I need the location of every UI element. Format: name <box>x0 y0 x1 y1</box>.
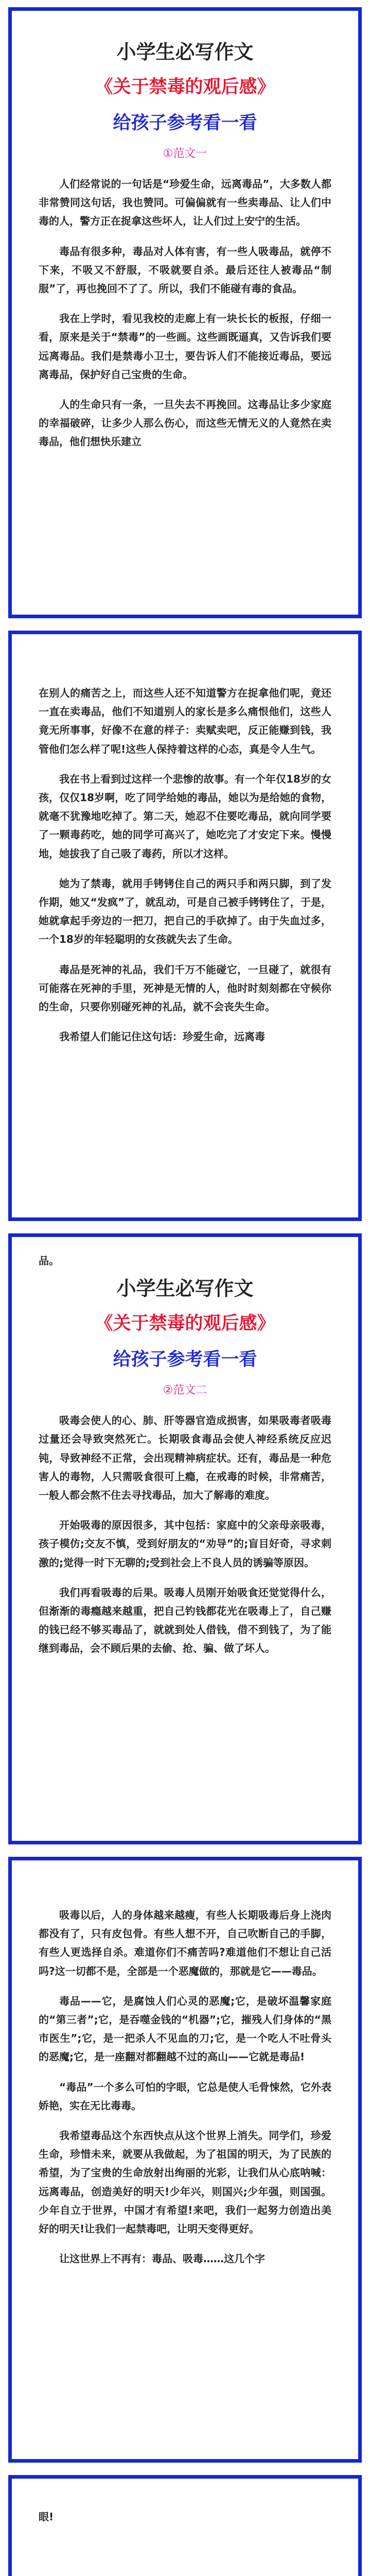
paragraph: 吸毒以后，人的身体越来越瘦，有些人长期吸毒后身上浇肉都没有了，只有皮包骨。有些人想不开，自己吹断自己的手脚，有些人更选择自杀。难道你们不痛苦吗?难道他们不想让自己活吗?这一切都不是，全部是一个恶魔做的，那就是它——毒品。 <box>39 1909 331 1977</box>
essay-card-3 <box>8 1233 362 1844</box>
essay-card-4 <box>8 1857 362 2463</box>
section-label-essay-1: ①范文一 <box>163 147 207 160</box>
paragraph: 我在书上看到过这样一个悲惨的故事。有一个年仅18岁的女孩，仅仅18岁啊，吃了同学给她的毒品，她以为是给她的食物，就毫不犹豫地吃掉了。第二天，她忍不住要吃毒品，就向同学要了一颗毒药吃，她的同学可高兴了，她吃完了才安定下来。慢慢地，她拔我了自己吸了毒药，所以才这样。 <box>39 772 331 860</box>
essay-title: 小学生必写作文 <box>116 1277 254 1300</box>
paragraph-continued: 眼! <box>39 2511 54 2523</box>
paragraph: 我希望人们能记住这句话：珍爱生命，远离毒 <box>59 1030 265 1043</box>
paragraph: 她为了禁毒，就用手铐铐住自己的两只手和两只脚，到了发作期，她又“发疯”了，就乱动，可是自己被手铐铐住了，于是，她就拿起手旁边的一把刀，把自己的手砍掉了。由于失血过多，一个18岁的年轻聪明的女孩就失去了生命。 <box>39 877 331 946</box>
paragraph: 毒品是死神的礼品，我们千万不能碰它，一旦碰了，就很有可能落在死神的手里，死神是无情的人，他时时刻刻都在守候你的生命，只要你别碰死神的礼品，就不会丧失生命。 <box>39 963 331 1013</box>
essay-tagline: 给孩子参考看一看 <box>113 113 257 133</box>
paragraph: 我希望毒品这个东西快点从这个世界上消失。同学们，珍爱生命，珍惜未来，就要从我做起，为了祖国的明天，为了民族的希望，为了宝贵的生命放射出绚丽的光彩，让我们从心底呐喊：远离毒品，创造美好的明天!少年兴，则国兴;少年强，则国强。少年自立于世界，中国才有希望!来吧，我们一起努力创造出美好的明天!让我们一起禁毒吧，让明天变得更好。 <box>39 2129 331 2235</box>
paragraph: 我在上学时，看见我校的走廊上有一块长长的板报，仔细一看，原来是关于“禁毒”的一些画。这些画既逼真，又告诉我们要远离毒品。我们是禁毒小卫士，要告诉人们不能接近毒品，要远离毒品，保护好自己宝贵的生命。 <box>39 312 331 381</box>
paragraph: 毒品——它，是腐蚀人们心灵的恶魔;它，是破坏温馨家庭的“第三者”;它，是吞噬金钱的“机器”;它，摧残人们身体的“黑市医生”;它，是一把杀人不见血的刀;它，是一个吃人不吐骨头的恶魔;它，是一座翻对都翻越不过的高山——它就是毒品! <box>39 1994 331 2063</box>
paragraph: 人们经常说的一句话是“珍爱生命，远离毒品”，大多数人都非常赞同这句话，我也赞同。可偏偏就有一些卖毒品、让人们中毒的人，警方正在捉拿这些坏人，让人们过上安宁的生活。 <box>39 178 331 228</box>
paragraph: 人的生命只有一条，一旦失去不再挽回。这毒品让多少家庭的幸福破碎，让多少人那么伤心，而这些无情无义的人竟然在卖毒品，他们想快乐建立 <box>39 398 331 448</box>
essay-title: 小学生必写作文 <box>116 41 254 63</box>
paragraph: 毒品有很多种，毒品对人体有害，有一些人吸毒品，就停不下来，不吸又不舒服，不吸就要自杀。最后还往人被毒品“制服”了，再也挽回不了了。所以，我们不能碰有毒的食品。 <box>39 245 331 295</box>
section-label-essay-2: ②范文二 <box>163 1384 207 1397</box>
paragraph: 开始吸毒的原因很多，其中包括：家庭中的父亲母亲吸毒，孩子模仿;交友不慎，受到好朋友的“劝导”的;盲目好奇，寻求刺激的;觉得一时下无聊的;受到社会上不良人员的诱骗等原因。 <box>39 1519 331 1569</box>
essay-card-5 <box>8 2475 362 2576</box>
paragraph: “毒品”一个多么可怕的字眼，它总是使人毛骨悚然，它外表娇艳，实在无比毒毒。 <box>39 2080 331 2112</box>
paragraph: 让这世界上不再有：毒品、吸毒……这几个字 <box>59 2252 265 2265</box>
paragraph: 我们再看吸毒的后果。吸毒人员刚开始吸食还觉觉得什么，但渐渐的毒瘾越来越重，把自己钓钱都花光在吸毒上了，自己赚的钱已经不够买毒品了，就就到处人借钱，借不到钱了，为了能继到毒品，会不顾后果的去偷、抢、骗、做了坏人。 <box>39 1586 331 1655</box>
essay-card-2 <box>8 631 362 1221</box>
paragraph-continued: 在别人的痛苦之上，而这些人还不知道警方在捉拿他们呢，竟还一直在卖毒品，他们不知道别人的家长是多么痛恨他们，这些人竟无所事事，好像不在意的样子：卖赋卖吧，反正能赚到钱，我管他们怎么样了呢!这些人保持着这样的心态，真是令人生气。 <box>39 687 331 755</box>
paragraph: 吸毒会使人的心、肺、肝等器官造成损害，如果吸毒者吸毒过量还会导致突然死亡。长期吸食毒品会使人神经系统反应迟钝，导致神经不正常，会出现精神病症状。还有，毒品是一种危害人的毒物，人只需吸食很可上瘾，在戒毒的时候，非常痛苦，一般人都会熬不住去寻找毒品，加大了解毒的难度。 <box>39 1414 331 1502</box>
essay-tagline: 给孩子参考看一看 <box>113 1349 257 1370</box>
essay-subtitle: 《关于禁毒的观后感》 <box>95 1313 275 1334</box>
essay-subtitle: 《关于禁毒的观后感》 <box>95 77 275 97</box>
paragraph-continued: 品。 <box>39 1255 59 1267</box>
essay-card-1 <box>8 7 362 618</box>
